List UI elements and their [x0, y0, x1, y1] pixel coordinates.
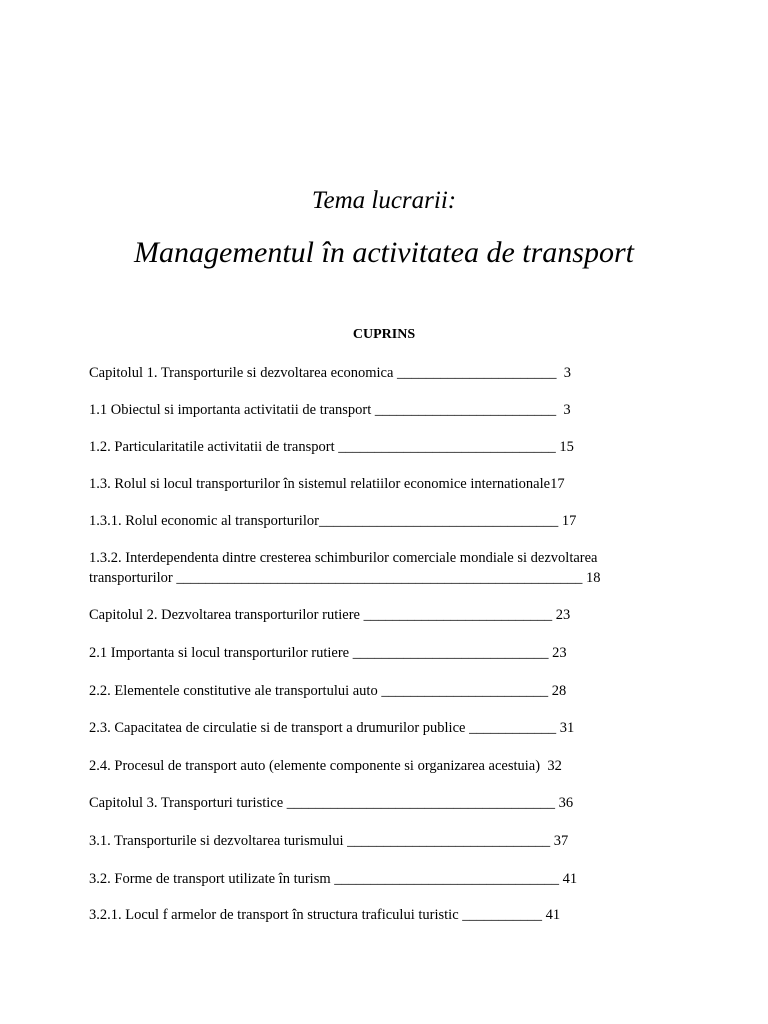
toc-entry: 3.2. Forme de transport utilizate în turism _______________________________ 41 [89, 871, 578, 887]
document-title: Managementul în activitatea de transport [134, 236, 634, 269]
toc-entry: 1.1 Obiectul si importanta activitatii de transport _________________________ 3 [89, 402, 571, 418]
toc-entry: 2.3. Capacitatea de circulatie si de transport a drumurilor publice ____________ 31 [89, 720, 575, 736]
toc-entry: Capitolul 3. Transporturi turistice _____________________________________ 36 [89, 795, 574, 811]
toc-entry: 1.2. Particularitatile activitatii de transport ______________________________ 15 [89, 439, 574, 455]
toc-heading: CUPRINS [352, 327, 416, 342]
toc-entry: 2.4. Procesul de transport auto (elemente componente si organizarea acestuia) 32 [89, 758, 562, 774]
toc-entry: 1.3. Rolul si locul transporturilor în sistemul relatiilor economice internationale17 [89, 476, 565, 492]
toc-entry: 1.3.1. Rolul economic al transporturilor_________________________________ 17 [89, 513, 577, 529]
document-subtitle: Tema lucrarii: [311, 187, 457, 214]
toc-entry: 2.2. Elementele constitutive ale transportului auto _______________________ 28 [89, 683, 567, 699]
toc-entry: Capitolul 1. Transporturile si dezvoltarea economica ______________________ 3 [89, 365, 572, 381]
toc-entry: Capitolul 2. Dezvoltarea transporturilor rutiere __________________________ 23 [89, 607, 571, 623]
toc-entry: 3.1. Transporturile si dezvoltarea turismului ____________________________ 37 [89, 833, 569, 849]
toc-entry: 1.3.2. Interdependenta dintre cresterea schimburilor comerciale mondiale si dezvoltarea [89, 550, 598, 566]
toc-entry: 2.1 Importanta si locul transporturilor rutiere ___________________________ 23 [89, 645, 567, 661]
toc-entry: 3.2.1. Locul f armelor de transport în structura traficului turistic ___________ 41 [89, 907, 561, 923]
toc-entry-continuation: transporturilor ________________________________________________________ 18 [89, 570, 601, 586]
